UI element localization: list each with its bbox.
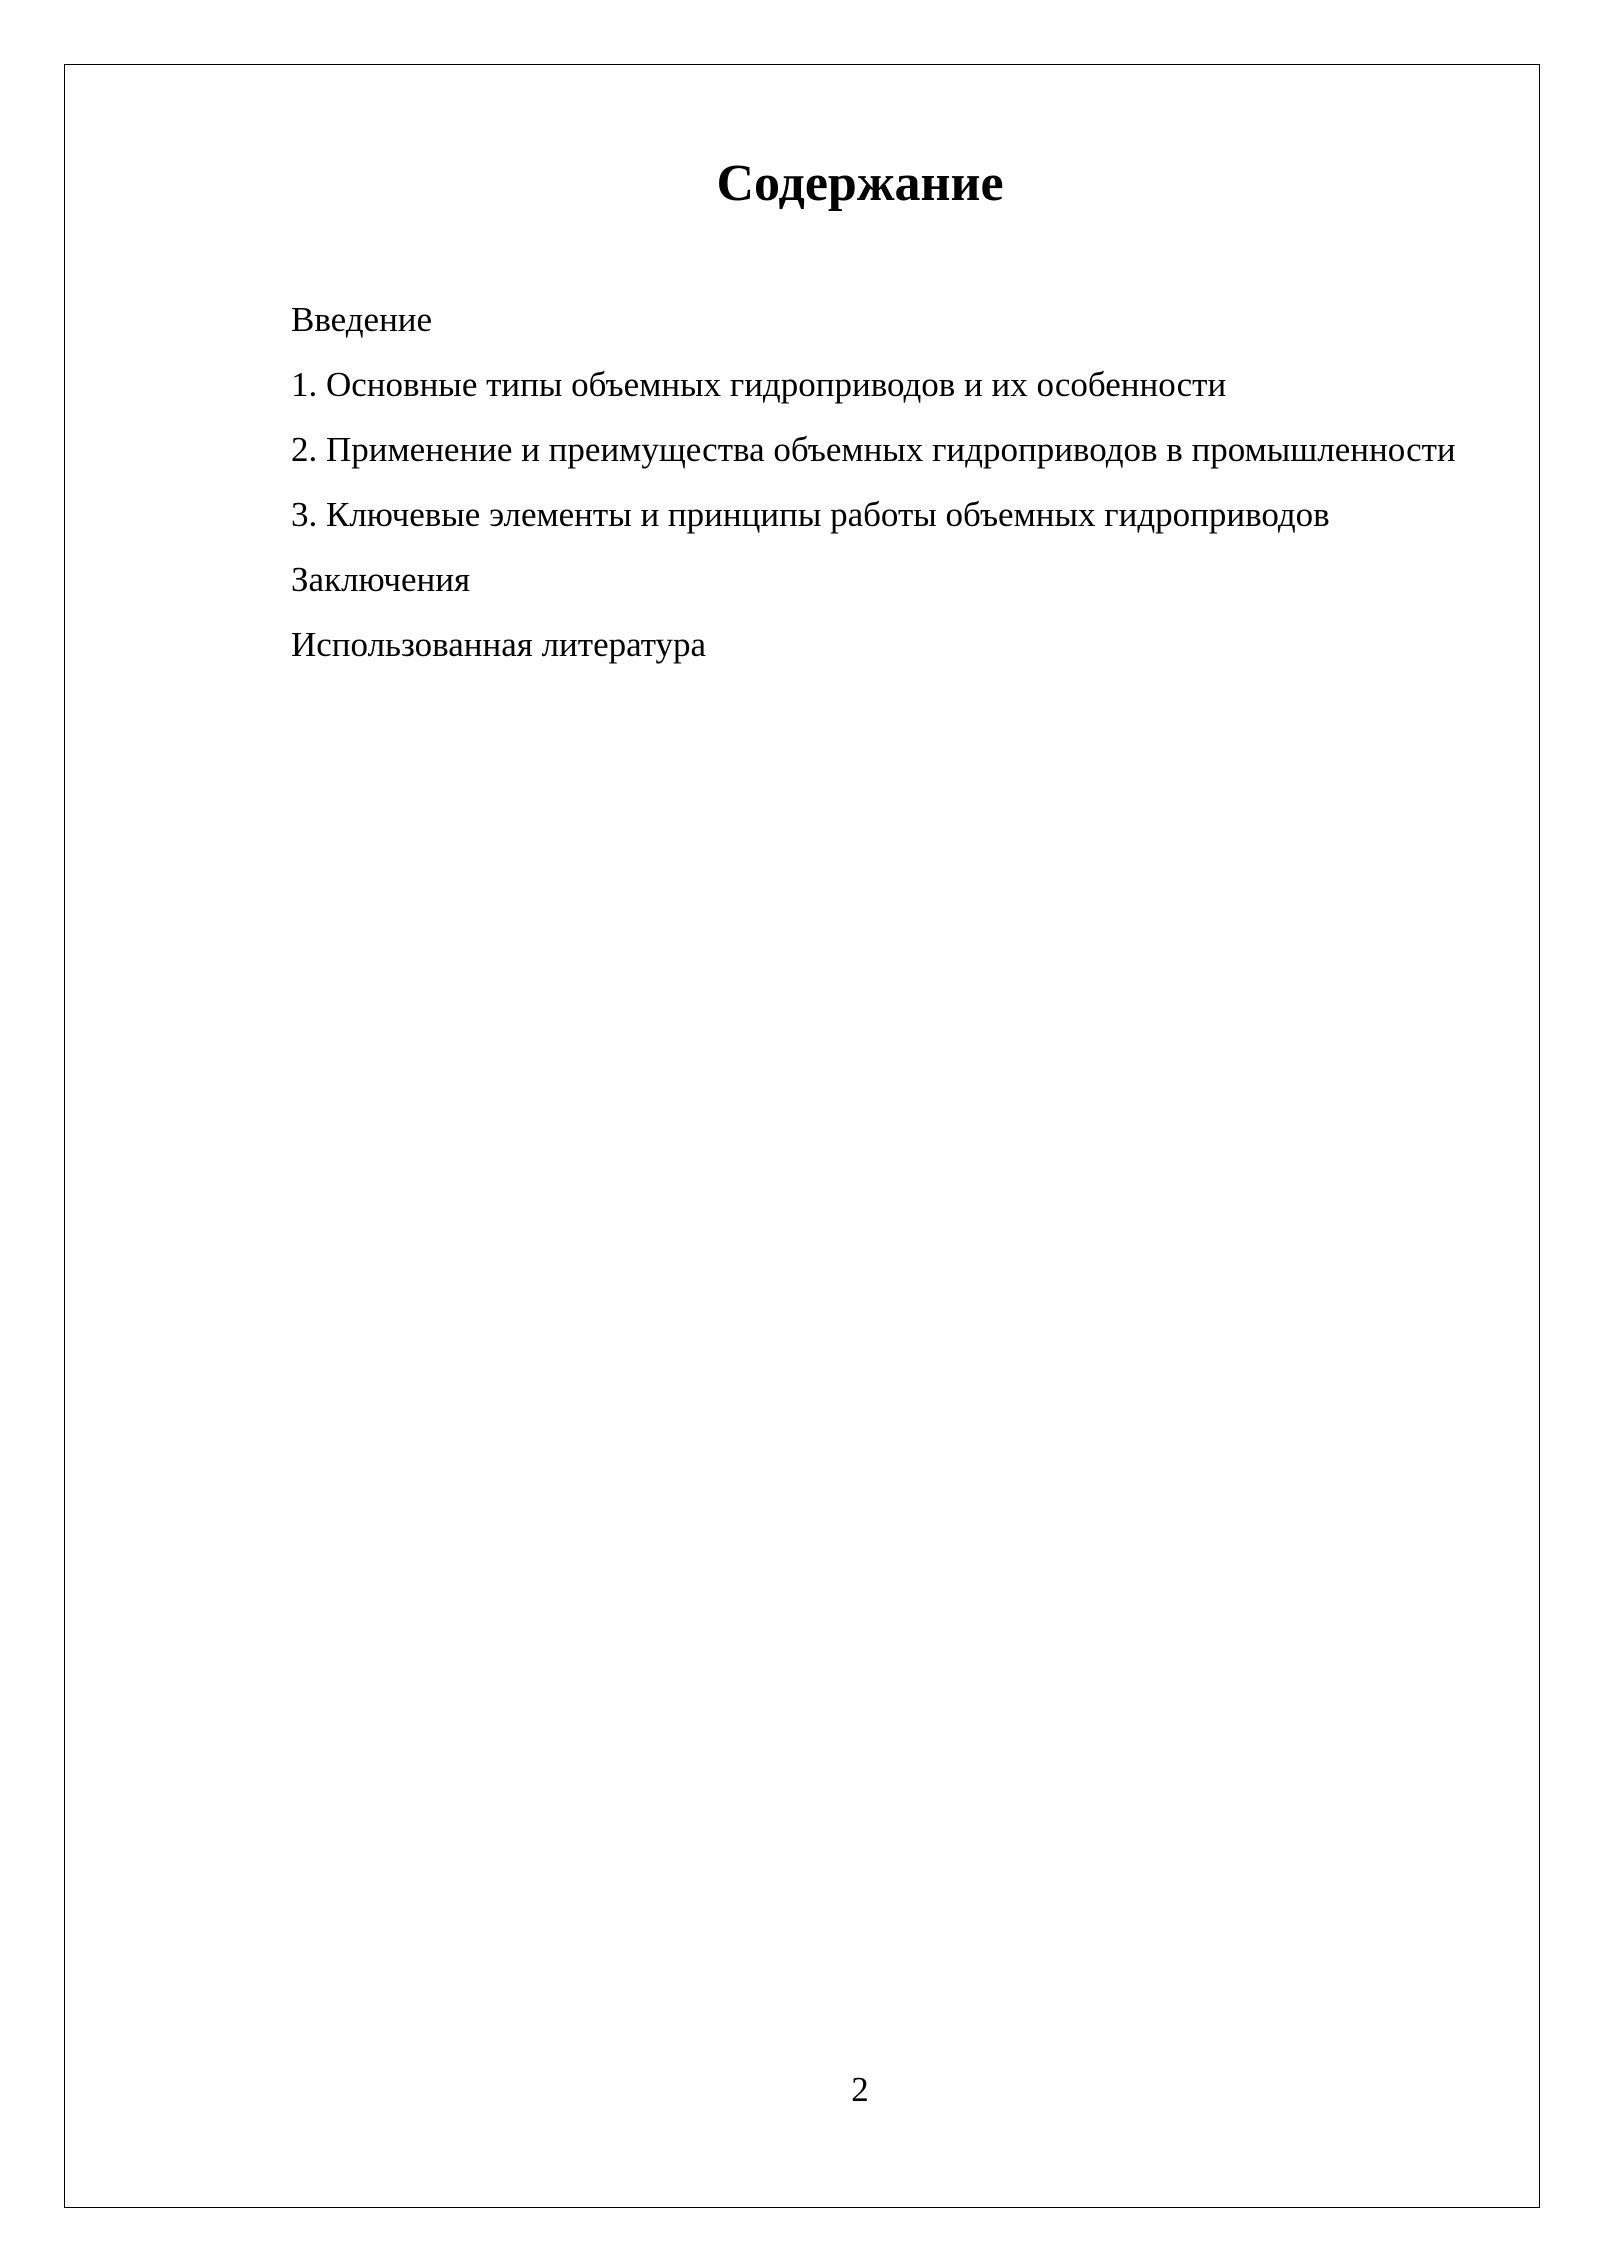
toc-item-section-2: 2. Применение и преимущества объемных гидроприводов в промышленности xyxy=(291,430,1456,469)
page-number: 2 xyxy=(851,2070,869,2109)
toc-item-introduction: Введение xyxy=(291,300,433,339)
toc-item-references: Использованная литература xyxy=(291,625,707,664)
page-title: Содержание xyxy=(716,155,1004,212)
toc-item-section-1: 1. Основные типы объемных гидроприводов и их особенности xyxy=(291,365,1227,404)
table-of-contents xyxy=(229,287,1491,677)
toc-item-section-3: 3. Ключевые элементы и принципы работы объемных гидроприводов xyxy=(291,495,1330,534)
toc-item-conclusion: Заключения xyxy=(291,560,471,599)
